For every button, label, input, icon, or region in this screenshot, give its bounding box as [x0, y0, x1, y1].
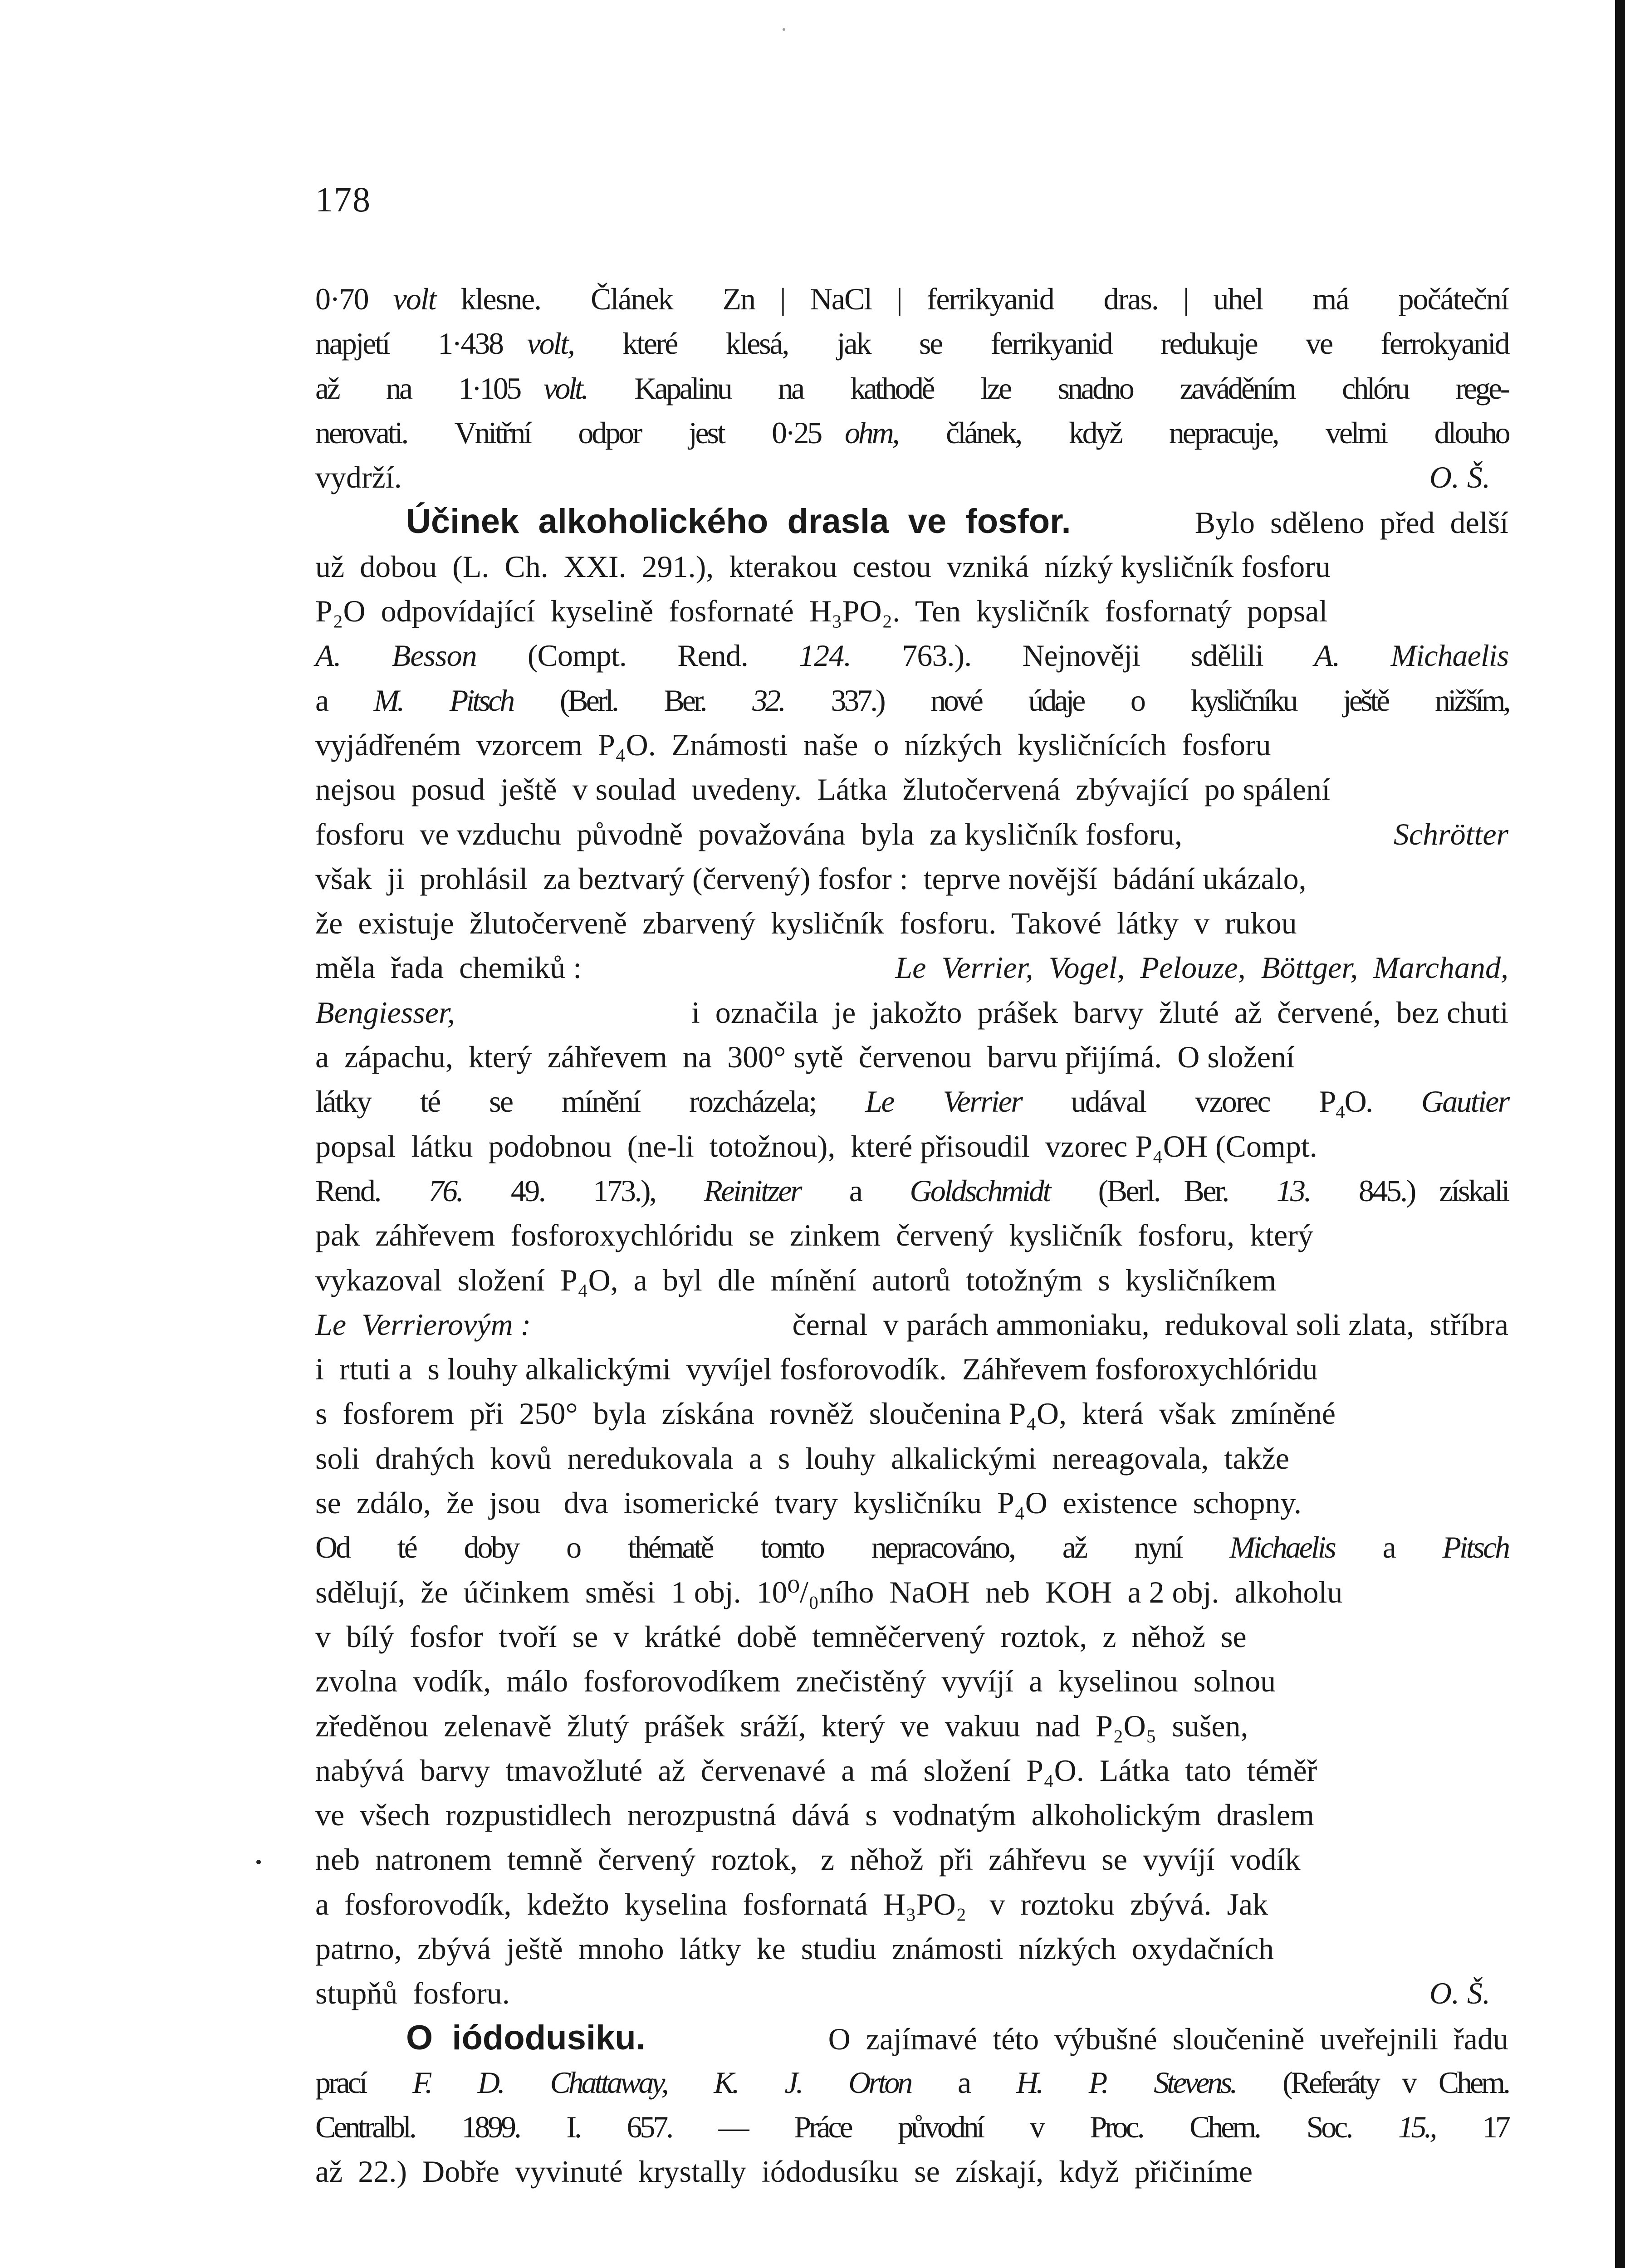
text-segment: a — [1334, 1530, 1443, 1565]
text-segment: O zajímavé této výbušné sloučenině uveřejnili řadu — [812, 2021, 1508, 2056]
text-segment: zředěnou zelenavě žlutý prášek sráží, který ve vakuu nad P₂O₅ sušen, — [315, 1708, 1248, 1743]
text-segment: 17 — [1435, 2110, 1508, 2145]
text-line — [315, 1168, 1508, 1213]
text-line — [315, 812, 1508, 856]
italic-text: A. Michaelis — [1314, 638, 1509, 673]
text-line — [315, 1079, 1508, 1124]
text-line — [315, 901, 1508, 945]
text-segment: Od té doby o thématě tomto nepracováno, až nyní — [315, 1530, 1230, 1565]
italic-text: A. Besson — [315, 638, 477, 673]
text-segment: článek, když nepracuje, velmi dlouho — [898, 415, 1509, 450]
italic-text: volt, — [527, 326, 574, 361]
article-body — [315, 277, 1508, 2194]
text-segment: černal v parách ammoniaku, redukoval soli zlata, stříbra — [777, 1307, 1508, 1342]
text-line — [315, 1302, 1508, 1347]
text-line — [315, 633, 1508, 678]
italic-text: Le Verrierovým : — [315, 1307, 531, 1342]
text-segment: které klesá, jak se ferrikyanid redukuje ve ferrokyanid — [573, 326, 1509, 361]
italic-text: Gautier — [1421, 1084, 1509, 1119]
text-segment: v bílý fosfor tvoří se v krátké době temněčervený roztok, z něhož se — [315, 1619, 1247, 1654]
text-segment: že existuje žlutočerveně zbarvený kysličník fosforu. Takové látky v rukou — [315, 906, 1297, 941]
text-segment: P₂O odpovídající kyselině fosfornaté H₃PO₂. Ten kysličník fosfornatý popsal — [315, 594, 1328, 629]
text-line — [315, 1213, 1508, 1257]
text-segment: až 22.) Dobře vyvinuté krystally iódodusíku se získají, když přičiníme — [315, 2154, 1253, 2189]
text-segment: se zdálo, že jsou dva isomerické tvary kysličníku P₄O existence schopny. — [315, 1486, 1302, 1520]
page-number: 178 — [315, 180, 371, 219]
italic-text: Pitsch — [1442, 1530, 1509, 1565]
text-segment: 337.) nové údaje o kysličníku ještě nižším, — [783, 683, 1509, 718]
text-line — [315, 1926, 1508, 1971]
italic-text: 32. — [752, 683, 784, 718]
text-segment: nerovati. Vnitřní odpor jest 0·25 — [315, 415, 845, 450]
text-line — [315, 1525, 1508, 1569]
scan-edge-right — [1615, 0, 1625, 2268]
text-line — [315, 589, 1508, 633]
text-line — [315, 2060, 1508, 2105]
text-segment: s fosforem při 250° byla získána rovněž sloučenina P₄O, která však zmíněné — [315, 1396, 1336, 1431]
text-line — [315, 945, 1508, 990]
italic-text: H. P. Stevens. — [1016, 2065, 1236, 2100]
italic-text: Reinitzer — [704, 1173, 801, 1208]
text-segment: vykazoval složení P₄O, a byl dle mínění autorů totožným s kysličníkem — [315, 1262, 1277, 1297]
text-segment: a — [315, 683, 374, 718]
text-line — [315, 1035, 1508, 1079]
text-line — [315, 767, 1508, 811]
italic-text: Schrötter — [1393, 816, 1508, 851]
italic-text: M. Pitsch — [373, 683, 513, 718]
text-segment: nabývá barvy tmavožluté až červenavé a má složení P₄O. Látka tato téměř — [315, 1753, 1317, 1788]
text-line — [315, 1258, 1508, 1302]
text-line — [315, 1436, 1508, 1481]
text-segment: a fosforovodík, kdežto kyselina fosfornatá H₃PO₂ v roztoku zbývá. Jak — [315, 1887, 1268, 1921]
text-line — [315, 678, 1508, 723]
text-line — [315, 1793, 1508, 1837]
text-segment: Kapalinu na kathodě lze snadno zaváděním chlóru rege- — [587, 371, 1508, 406]
text-line — [315, 1704, 1508, 1748]
text-line — [315, 277, 1508, 321]
text-segment: a — [910, 2065, 1016, 2100]
italic-text: Goldschmidt — [910, 1173, 1050, 1208]
text-segment: udával vzorec P₄O. — [1021, 1084, 1421, 1119]
text-line — [315, 321, 1508, 366]
text-line — [315, 1347, 1508, 1391]
italic-text: 76. — [428, 1173, 463, 1208]
text-segment: soli drahých kovů neredukovala a s louhy alkalickými nereagovala, takže — [315, 1441, 1289, 1476]
text-segment: klesne. Článek Zn | NaCl | ferrikyanid dras. | uhel má počáteční — [436, 282, 1508, 316]
section-heading: Účinek alkoholického drasla ve fosfor. — [406, 502, 1071, 541]
text-segment: napjetí 1·438 — [315, 326, 527, 361]
text-segment: 845.) získali — [1310, 1173, 1508, 1208]
text-segment: a zápachu, který záhřevem na 300° sytě červenou barvu přijímá. O složení — [315, 1040, 1295, 1075]
text-line — [315, 1882, 1508, 1926]
text-line — [315, 856, 1508, 901]
text-line — [315, 1481, 1508, 1525]
text-segment: už dobou (L. Ch. XXI. 291.), kterakou cestou vzniká nízký kysličník fosforu — [315, 549, 1331, 584]
text-segment: Rend. — [315, 1173, 429, 1208]
text-line — [315, 1659, 1508, 1703]
text-line — [315, 723, 1508, 767]
text-segment: vydrží. — [315, 460, 402, 495]
italic-text: Le Verrier, Vogel, Pelouze, Böttger, Marchand, — [895, 950, 1508, 985]
text-line — [315, 990, 1508, 1035]
text-segment: Bylo sděleno před delší — [1179, 505, 1508, 540]
text-line — [315, 1124, 1508, 1168]
text-segment: 49. 173.), — [462, 1173, 704, 1208]
text-segment: prací — [315, 2065, 413, 2100]
italic-text: Le Verrier — [865, 1084, 1022, 1119]
text-line — [315, 455, 1508, 499]
text-segment: stupňů fosforu. — [315, 1976, 510, 2011]
text-line — [315, 366, 1508, 411]
author-initials: O. Š. — [1429, 1976, 1490, 2011]
text-segment: fosforu ve vzduchu původně považována byla za kysličník fosforu, — [315, 816, 1198, 851]
text-segment: až na 1·105 — [315, 371, 543, 406]
text-line — [315, 499, 1508, 544]
text-segment: a — [800, 1173, 910, 1208]
text-line — [315, 411, 1508, 455]
text-segment: sdělují, že účinkem směsi 1 obj. 10⁰/₀ního NaOH neb KOH a 2 obj. alkoholu — [315, 1574, 1343, 1609]
text-segment: zvolna vodík, málo fosforovodíkem znečistěný vyvíjí a kyselinou solnou — [315, 1664, 1276, 1699]
text-segment: (Compt. Rend. — [476, 638, 799, 673]
text-line — [315, 2105, 1508, 2149]
margin-dot — [256, 1860, 261, 1864]
italic-text: 124. — [799, 638, 852, 673]
text-line — [315, 544, 1508, 589]
scan-speck — [783, 28, 785, 31]
text-line — [315, 1971, 1508, 2015]
italic-text: 15., — [1398, 2110, 1435, 2145]
italic-text: F. D. Chattaway, K. J. Orton — [412, 2065, 911, 2100]
section-heading: O iódodusiku. — [406, 2018, 646, 2057]
text-segment: (Referáty v Chem. — [1235, 2065, 1508, 2100]
text-segment: (Berl. Ber. — [513, 683, 753, 718]
text-line — [315, 1837, 1508, 1882]
text-segment: i rtuti a s louhy alkalickými vyvíjel fosforovodík. Záhřevem fosforoxychlóridu — [315, 1352, 1318, 1387]
italic-text: volt — [393, 282, 436, 316]
italic-text: volt. — [543, 371, 587, 406]
text-segment: pak záhřevem fosforoxychlóridu se zinkem červený kysličník fosforu, který — [315, 1218, 1313, 1253]
text-segment: popsal látku podobnou (ne-li totožnou), které přisoudil vzorec P₄OH (Compt. — [315, 1129, 1317, 1163]
text-line — [315, 1570, 1508, 1614]
text-segment: neb natronem temně červený roztok, z něhož při záhřevu se vyvíjí vodík — [315, 1842, 1301, 1877]
text-segment: (Berl. Ber. — [1049, 1173, 1277, 1208]
text-segment: ve všech rozpustidlech nerozpustná dává s vodnatým alkoholickým draslem — [315, 1798, 1314, 1833]
text-segment: však ji prohlásil za beztvarý (červený) fosfor : teprve novější bádání ukázalo, — [315, 861, 1307, 896]
text-segment: vyjádřeném vzorcem P₄O. Známosti naše o nízkých kysličnících fosforu — [315, 727, 1271, 762]
text-segment: i označila je jakožto prášek barvy žluté až červené, bez chuti — [675, 995, 1508, 1030]
text-segment: 0·70 — [315, 282, 393, 316]
italic-text: Bengiesser, — [315, 995, 455, 1030]
text-segment: Centralbl. 1899. I. 657. — Práce původní v Proc. Chem. Soc. — [315, 2110, 1398, 2145]
text-segment: patrno, zbývá ještě mnoho látky ke studiu známosti nízkých oxydačních — [315, 1931, 1274, 1966]
text-line — [315, 2016, 1508, 2060]
text-segment: měla řada chemiků : — [315, 950, 597, 985]
text-line — [315, 1748, 1508, 1793]
text-segment: nejsou posud ještě v soulad uvedeny. Látka žlutočervená zbývající po spálení — [315, 772, 1331, 807]
text-line — [315, 2149, 1508, 2194]
text-segment: látky té se mínění rozcházela; — [315, 1084, 866, 1119]
italic-text: ohm, — [844, 415, 898, 450]
text-segment: 763.). Nejnověji sdělili — [851, 638, 1314, 673]
italic-text: Michaelis — [1229, 1530, 1335, 1565]
text-line — [315, 1614, 1508, 1659]
text-line — [315, 1391, 1508, 1436]
author-initials: O. Š. — [1429, 460, 1490, 495]
italic-text: 13. — [1276, 1173, 1310, 1208]
